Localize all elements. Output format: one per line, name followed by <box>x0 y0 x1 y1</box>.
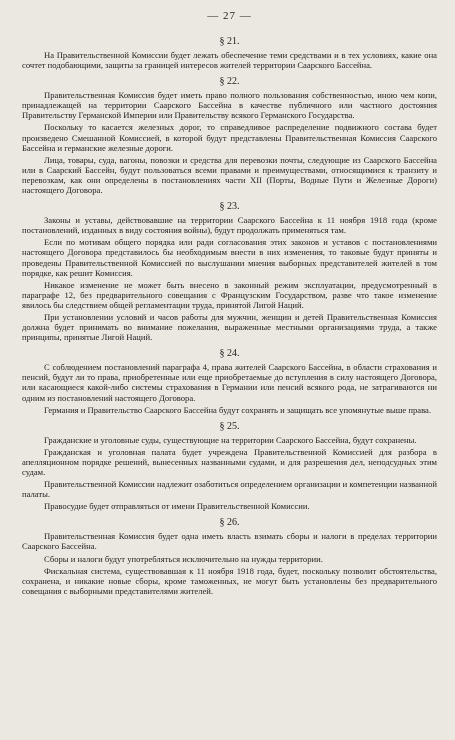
section-heading: § 26. <box>219 517 240 529</box>
section-22 <box>22 76 437 195</box>
paragraph: Правосудие будет отправляться от имени Правительственной Комиссии. <box>44 501 310 512</box>
section-26 <box>22 517 437 596</box>
paragraph: Поскольку то касается железных дорог, то справедливое распределение подвижного состава будет произведено Смешанной Комиссией, в которой будут представлены Правительственная Комиссия Саарского Бассейна и германские железные дороги. <box>22 122 437 153</box>
paragraph: При установлении условий и часов работы для мужчин, женщин и детей Правительственная Комиссия должна будет принимать во внимание пожелания, выраженные местными организациями труда, а также принципы, принятые Лигой Наций. <box>22 311 437 343</box>
section-heading: § 24. <box>219 348 240 360</box>
paragraph: С соблюдением постановлений параграфа 4, права жителей Саарского Бассейна, в области страхования и пенсий, будут ли то права, приобретенные или еще приобретаемые до вступления в силу настоящего Договора, или касающиеся какой-либо системы страхования в Германии или пенсий всякого рода, не затрагиваются ни одним из постановлений настоящего Договора. <box>22 362 437 403</box>
section-heading: § 22. <box>219 76 240 88</box>
paragraph: Правительственной Комиссии надлежит озаботиться определением организации и компетенции названной палаты. <box>22 479 437 500</box>
page-number: — 27 — <box>207 10 252 22</box>
section-heading: § 21. <box>219 36 240 47</box>
paragraph: Никакое изменение не может быть внесено в законный режим эксплуатации, предусмотренный в параграфе 12, без предварительного совещания с Французским Государством, разве что такое изменение явилось бы следствием общей регламентации труда, принятой Лигой Наций. <box>22 279 437 310</box>
paragraph: Германия и Правительство Саарского Бассейна будут сохранять и защищать все упомянутые выше права. <box>44 404 432 415</box>
section-heading: § 23. <box>219 201 240 213</box>
section-21 <box>22 36 437 70</box>
paragraph: Фискальная система, существовавшая к 11 ноября 1918 года, будет, поскольку позволит обстоятельства, сохранена, и никакие новые сборы, кроме таможенных, не могут быть установлены без предварительного совещания с выборными представителями жителей. <box>22 565 437 596</box>
paragraph: На Правительственной Комиссии будет лежать обеспечение теми средствами и в тех условиях, какие она сочтет подобающими, защиты за границей интересов жителей территории Саарского Бассейна. <box>22 50 437 71</box>
paragraph: Сборы и налоги будут употребляться исключительно на нужды территории. <box>44 553 323 564</box>
paragraph: Правительственная Комиссия будет одна иметь власть взимать сборы и налоги в пределах территории Саарского Бассейна. <box>22 531 437 552</box>
section-23 <box>22 201 437 342</box>
section-heading: § 25. <box>219 420 240 432</box>
paragraph: Лица, товары, суда, вагоны, повозки и средства для перевозки почты, следующие из Саарского Бассейна или в Саарский Бассейн, будут пользоваться всеми правами и преимуществами, относящимися к транзиту и перевозкам, как они определены в постановлениях части XII (Порты, Водные Пути и Железные Дороги) настоящего Договора. <box>22 154 437 196</box>
paragraph: Правительственная Комиссия будет иметь право полного пользования собственностью, иною чем копи, принадлежащей на территории Саарского Бассейна в качестве публичного или частного достояния Правительству Германской Империи или Правительству всякого Германского Государства. <box>22 90 437 121</box>
section-25 <box>22 421 437 512</box>
paragraph: Законы и уставы, действовавшие на территории Саарского Бассейна к 11 ноября 1918 года (кроме постановлений, изданных в виду состояния войны), будут продолжать применяться там. <box>22 215 437 236</box>
paragraph: Гражданская и уголовная палата будет учреждена Правительственной Комиссией для разбора в апелляционном порядке решений, вынесенных названными судами, и для разрешения дел, неподсудных этим судам. <box>22 446 437 477</box>
paragraph: Если по мотивам общего порядка или ради согласования этих законов и уставов с постановлениями настоящего Договора представилось бы необходимым внести в них изменения, то таковые будут приняты и проведены Правительственной Комиссией по выслушании мнения выборных представителей жителей в том порядке, как решит Комиссия. <box>22 237 437 278</box>
section-24 <box>22 348 437 414</box>
paragraph: Гражданские и уголовные суды, существующие на территории Саарского Бассейна, будут сохранены. <box>44 434 417 445</box>
